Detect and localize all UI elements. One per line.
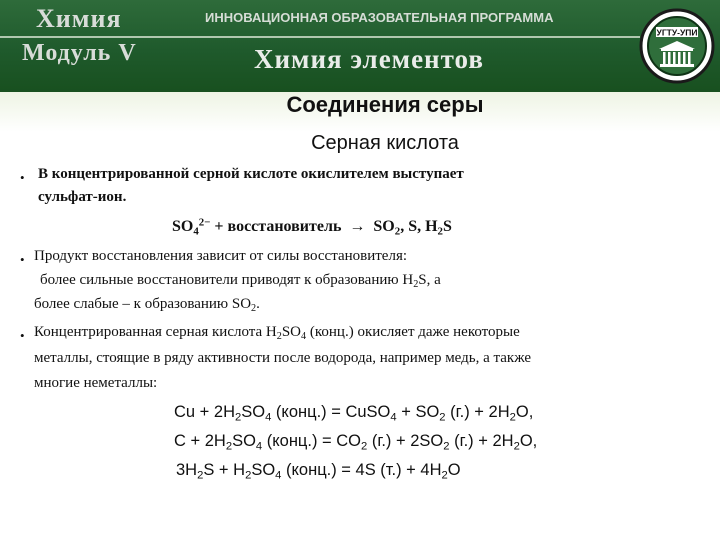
- bullet-3-line-1: [34, 324, 520, 341]
- eq-part: (конц.) = CO: [262, 432, 362, 450]
- module-label: Модуль V: [22, 40, 137, 66]
- eq-part: O,: [515, 403, 534, 421]
- slide-title: Соединения серы: [286, 92, 484, 117]
- eq-part: SO: [241, 403, 266, 421]
- sulfate-subscript: 4: [193, 225, 199, 238]
- eq-part: SO: [251, 461, 276, 479]
- bullet-1-line-1: В концентрированной серной кислоте окислителем выступает: [38, 166, 464, 182]
- eq-part: Cu + 2H: [174, 403, 235, 421]
- eq-part: (конц.) = 4S (т.) + 4H: [281, 461, 442, 479]
- eq-subscript: 2: [513, 440, 520, 453]
- eq-subscript: 2: [245, 469, 252, 482]
- eq-part: + SO: [396, 403, 440, 421]
- eq-part: (г.) + 2H: [445, 403, 510, 421]
- slide-subtitle: Серная кислота: [311, 132, 459, 154]
- eq-subscript: 4: [255, 440, 263, 453]
- separator: ,: [400, 218, 405, 235]
- eq-subscript: 2: [235, 411, 242, 424]
- bullet-1-line-2: сульфат-ион.: [38, 189, 127, 205]
- equation-h2s: [176, 461, 461, 480]
- eq-part: (г.) + 2H: [449, 432, 514, 450]
- course-title: Химия элементов: [254, 44, 484, 74]
- eq-part: C + 2H: [174, 432, 226, 450]
- eq-subscript: 4: [265, 411, 272, 424]
- bullet-3-line-2: металлы, стоящие в ряду активности после водорода, например медь, а также: [34, 350, 532, 366]
- eq-subscript: 2: [225, 440, 233, 453]
- bullet-2-line-1: Продукт восстановления зависит от силы восстановителя:: [34, 248, 408, 264]
- eq-part: SO: [232, 432, 256, 450]
- bullet-2-line-2: [40, 272, 441, 289]
- bullet-marker: •: [20, 252, 25, 267]
- subscript: 4: [301, 331, 307, 343]
- subscript: 2: [413, 279, 419, 291]
- eq-subscript: 4: [390, 411, 397, 424]
- so2-formula: SO: [373, 218, 395, 235]
- eq-part: S + H: [203, 461, 246, 479]
- h2s-subscript: 2: [437, 225, 443, 238]
- sulfate-charge: 2−: [198, 216, 211, 229]
- bullet-marker: •: [20, 170, 25, 185]
- eq-subscript: 2: [439, 411, 446, 424]
- bullet-3-line-3: многие неметаллы:: [34, 375, 158, 391]
- text-segment: (конц.) окисляет даже некоторые: [306, 324, 520, 340]
- bullet-marker: •: [20, 328, 25, 343]
- subscript: 2: [276, 331, 282, 343]
- logo-text: УГТУ-УПИ: [656, 27, 698, 38]
- eq-part: O: [447, 461, 461, 479]
- header-divider: [0, 36, 640, 38]
- header-banner: [0, 0, 720, 92]
- eq-subscript: 4: [275, 469, 282, 482]
- sulfate-formula: SO: [172, 218, 194, 235]
- eq-part: (г.) + 2SO: [367, 432, 444, 450]
- eq-part: (конц.) = CuSO: [271, 403, 391, 421]
- sulfate-reduction-scheme: [172, 218, 452, 236]
- so2-subscript: 2: [394, 225, 401, 238]
- eq-subscript: 2: [509, 411, 516, 424]
- equation-carbon: [174, 432, 537, 451]
- subject-title: Химия: [36, 4, 122, 33]
- arrow-icon: →: [349, 218, 366, 235]
- eq-subscript: 2: [441, 469, 448, 482]
- text-segment: Концентрированная серная кислота H: [34, 324, 277, 340]
- sulfur-product: S,: [408, 218, 422, 235]
- h2s-formula: H: [425, 218, 438, 235]
- h2s-formula-end: S: [442, 218, 452, 235]
- subscript: 2: [251, 303, 257, 315]
- university-logo-icon: [639, 5, 715, 87]
- eq-subscript: 2: [361, 440, 368, 453]
- text-segment: S, а: [418, 272, 441, 288]
- eq-subscript: 2: [197, 469, 204, 482]
- text-segment: более слабые – к образованию SO: [34, 296, 252, 312]
- eq-subscript: 2: [443, 440, 450, 453]
- program-label: ИННОВАЦИОННАЯ ОБРАЗОВАТЕЛЬНАЯ ПРОГРАММА: [205, 10, 554, 25]
- equation-copper: [174, 403, 533, 422]
- text-segment: SO: [281, 324, 302, 340]
- text-segment: .: [256, 296, 260, 312]
- text-segment: более сильные восстановители приводят к образованию H: [40, 272, 414, 288]
- eq-part: O,: [519, 432, 538, 450]
- bullet-2-line-3: [34, 296, 260, 313]
- reductant-label: + восстановитель: [214, 218, 342, 235]
- eq-part: 3H: [176, 461, 198, 479]
